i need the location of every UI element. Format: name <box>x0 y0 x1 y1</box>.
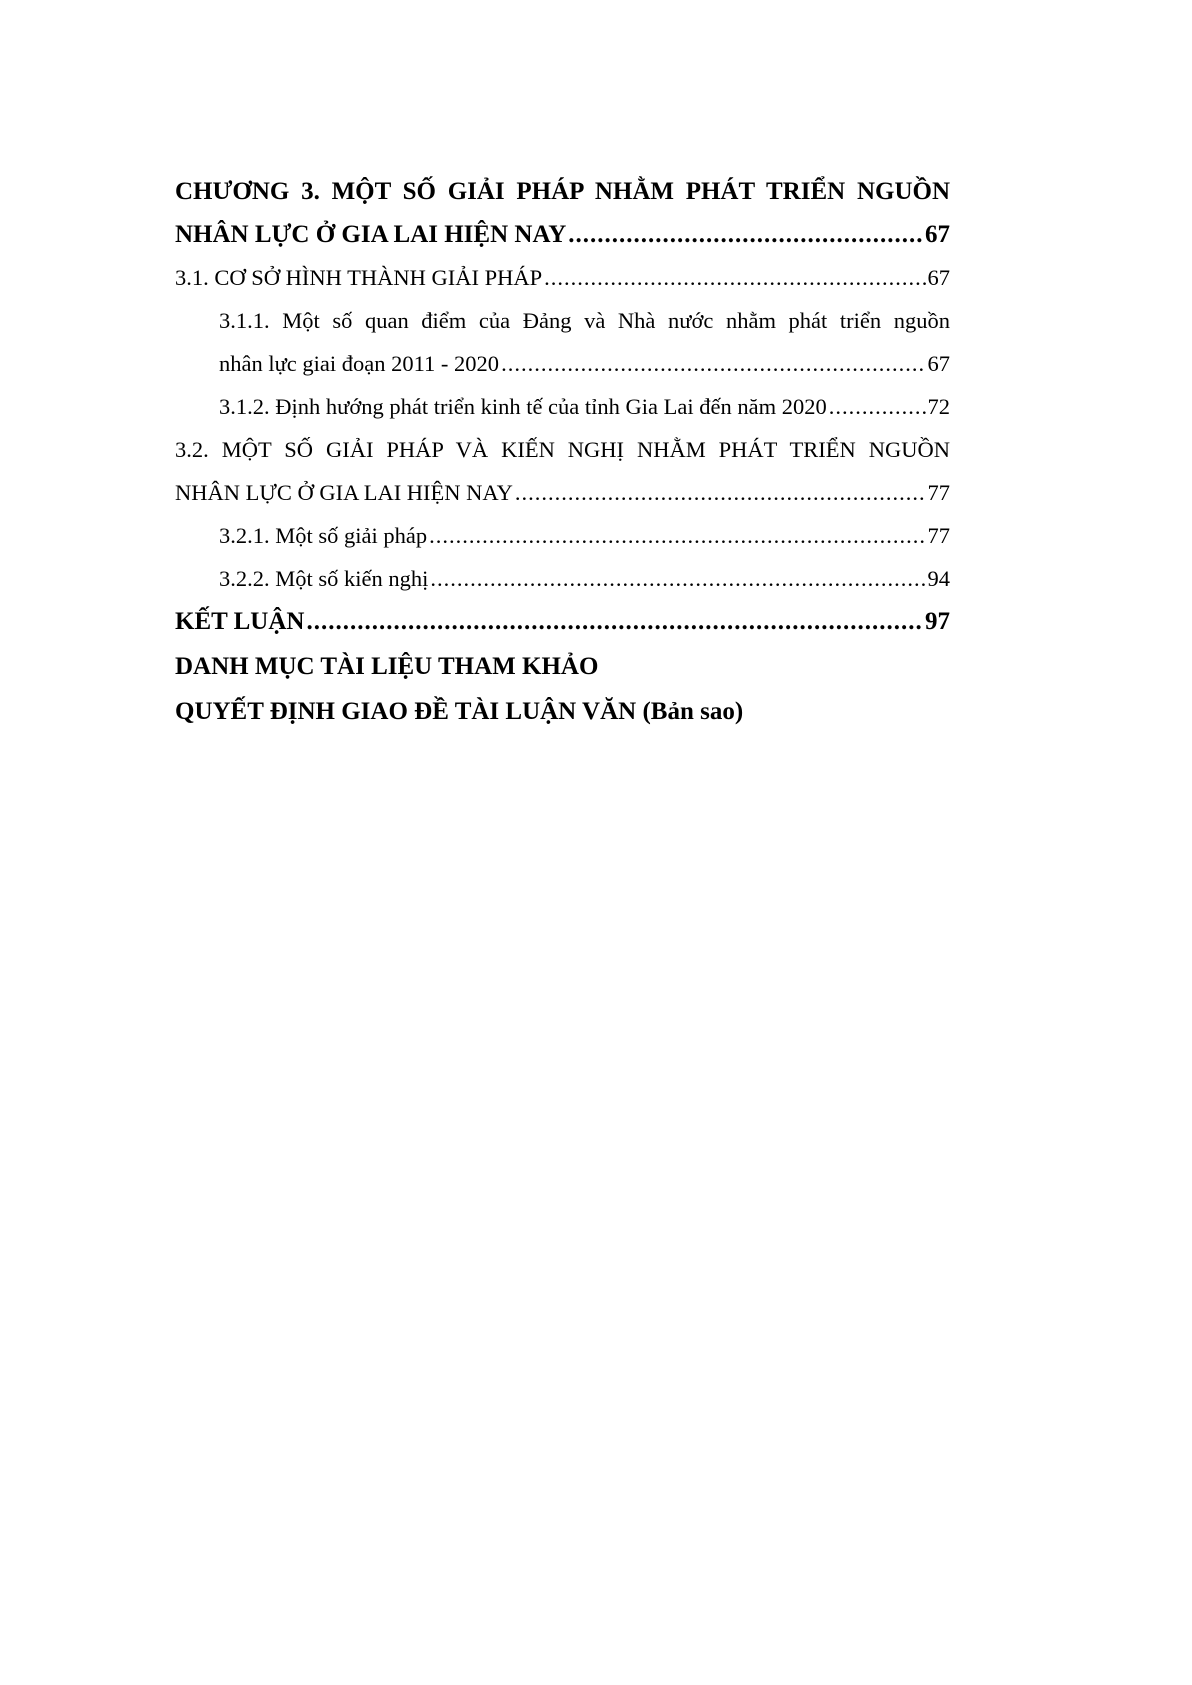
toc-section-3-1-1-line2[interactable] <box>175 342 950 385</box>
toc-conclusion[interactable] <box>175 600 950 643</box>
dot-leader <box>515 471 926 514</box>
toc-section-3-2-title-part1: 3.2. MỘT SỐ GIẢI PHÁP VÀ KIẾN NGHỊ NHẰM PHÁT TRIỂN NGUỒN <box>175 437 950 462</box>
dot-leader <box>568 213 923 256</box>
toc-section-3-2-line2[interactable] <box>175 471 950 514</box>
toc-references[interactable] <box>175 645 950 688</box>
dot-leader <box>501 342 925 385</box>
toc-section-3-1-1-page: 67 <box>927 351 950 376</box>
toc-decision[interactable] <box>175 690 950 733</box>
toc-section-3-2-line1[interactable] <box>175 428 950 471</box>
toc-section-3-1[interactable] <box>175 256 950 299</box>
toc-section-3-1-2-page: 72 <box>927 394 950 419</box>
dot-leader <box>306 600 923 643</box>
toc-chapter3-line2[interactable] <box>175 213 950 256</box>
toc-section-3-1-2-title: 3.1.2. Định hướng phát triển kinh tế của tỉnh Gia Lai đến năm 2020 <box>219 394 827 419</box>
table-of-contents <box>175 170 950 733</box>
toc-section-3-2-1-title: 3.2.1. Một số giải pháp <box>219 523 428 548</box>
toc-conclusion-title: KẾT LUẬN <box>175 608 305 635</box>
toc-chapter3-page: 67 <box>925 221 950 248</box>
toc-section-3-2-2-title: 3.2.2. Một số kiến nghị <box>219 566 429 591</box>
toc-section-3-2-1[interactable] <box>175 514 950 557</box>
toc-section-3-1-page: 67 <box>927 265 950 290</box>
toc-section-3-2-page: 77 <box>927 480 950 505</box>
toc-chapter3-title-part2: NHÂN LỰC Ở GIA LAI HIỆN NAY <box>175 221 567 248</box>
toc-section-3-1-1-title-part1: 3.1.1. Một số quan điểm của Đảng và Nhà nước nhằm phát triển nguồn <box>219 308 950 333</box>
toc-section-3-2-title-part2: NHÂN LỰC Ở GIA LAI HIỆN NAY <box>175 480 513 505</box>
toc-section-3-2-2[interactable] <box>175 557 950 600</box>
toc-section-3-1-title: 3.1. CƠ SỞ HÌNH THÀNH GIẢI PHÁP <box>175 265 543 290</box>
toc-decision-title: QUYẾT ĐỊNH GIAO ĐỀ TÀI LUẬN VĂN (Bản sao) <box>175 698 744 725</box>
dot-leader <box>829 385 926 428</box>
toc-section-3-2-2-page: 94 <box>927 566 950 591</box>
toc-section-3-1-2[interactable] <box>175 385 950 428</box>
toc-section-3-2-1-page: 77 <box>927 523 950 548</box>
dot-leader <box>430 557 925 600</box>
dot-leader <box>429 514 925 557</box>
toc-conclusion-page: 97 <box>925 608 950 635</box>
toc-chapter3-line1[interactable] <box>175 170 950 213</box>
toc-references-title: DANH MỤC TÀI LIỆU THAM KHẢO <box>175 653 599 680</box>
toc-section-3-1-1-line1[interactable] <box>175 299 950 342</box>
toc-chapter3-title-part1: CHƯƠNG 3. MỘT SỐ GIẢI PHÁP NHẰM PHÁT TRIỂN NGUỒN <box>175 178 950 205</box>
dot-leader <box>544 256 925 299</box>
toc-section-3-1-1-title-part2: nhân lực giai đoạn 2011 - 2020 <box>219 351 500 376</box>
